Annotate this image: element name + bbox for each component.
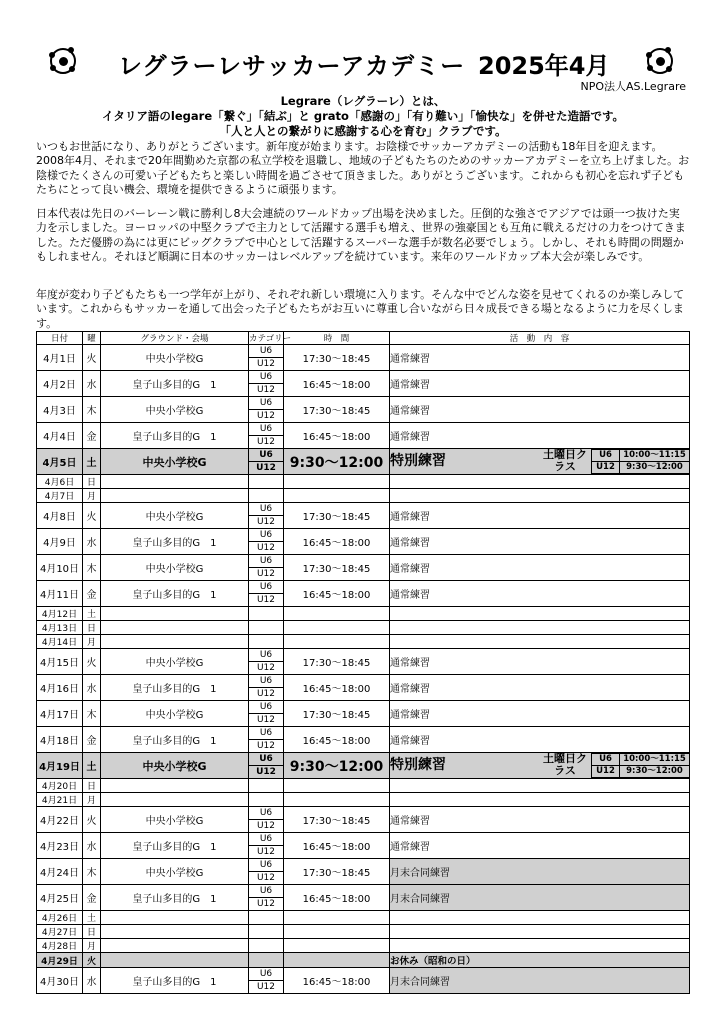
category-u12: U12 — [256, 359, 276, 369]
table-row — [37, 529, 690, 555]
saturday-class-grid — [591, 449, 689, 474]
saturday-class-box — [539, 449, 689, 474]
category-u12: U12 — [256, 663, 276, 673]
time-cell — [284, 925, 390, 939]
table-row — [37, 649, 690, 675]
category-u6: U6 — [249, 807, 283, 820]
date-cell: 4月24日 — [37, 859, 83, 885]
date-cell: 4月26日 — [37, 911, 83, 925]
date-cell: 4月19日 — [37, 753, 83, 779]
venue-cell — [101, 621, 249, 635]
date-cell: 4月15日 — [37, 649, 83, 675]
weekday-cell: 日 — [83, 475, 101, 489]
table-row — [37, 911, 690, 925]
table-header-row — [37, 332, 690, 345]
weekday-cell: 土 — [83, 911, 101, 925]
weekday-cell: 金 — [83, 423, 101, 449]
category-u12: U12 — [256, 767, 276, 777]
category-cell — [249, 371, 284, 397]
category-u6: U6 — [249, 727, 283, 740]
date-cell: 4月22日 — [37, 807, 83, 833]
venue-cell: 中央小学校G — [101, 649, 249, 675]
venue-cell: 中央小学校G — [101, 503, 249, 529]
category-cell — [249, 489, 284, 503]
venue-cell: 皇子山多目的G 1 — [101, 675, 249, 701]
news-paragraph: 日本代表は先日のバーレーン戦に勝利し8大会連続のワールドカップ出場を決めました。圧倒的な強さでアジアでは頭一つ抜けた実力を示しました。ヨーロッパの中堅クラブで主力として活躍する選手も増え、世界の強豪国とも互角に戦えるだけの力をつけてきました。ただ優勝の為には更にビッグクラブで中心として活躍するスーパーな選手が数名必要でしょう。しかし、それも時間の問題かもしれません。それほど順調に日本のサッカーはレベルアップを続けています。来年のワールドカップ本大会が楽しみです。 — [36, 207, 686, 263]
category-u12: U12 — [256, 821, 276, 831]
date-cell: 4月4日 — [37, 423, 83, 449]
date-cell: 4月20日 — [37, 779, 83, 793]
weekday-cell: 土 — [83, 753, 101, 779]
category-cell — [249, 503, 284, 529]
category-cell — [249, 635, 284, 649]
weekday-cell: 月 — [83, 635, 101, 649]
soccer-ball-icon — [647, 48, 673, 74]
weekday-cell: 月 — [83, 939, 101, 953]
time-cell: 9:30〜12:00 — [284, 753, 390, 779]
category-cell — [249, 581, 284, 607]
sat-cat: U12 — [591, 462, 619, 474]
activity-cell — [390, 475, 690, 489]
weekday-cell: 火 — [83, 807, 101, 833]
venue-cell — [101, 793, 249, 807]
category-u6: U6 — [249, 345, 283, 358]
weekday-cell: 火 — [83, 503, 101, 529]
category-u6: U6 — [249, 581, 283, 594]
category-cell — [249, 675, 284, 701]
header-time: 時 間 — [284, 332, 390, 345]
time-cell: 16:45〜18:00 — [284, 423, 390, 449]
weekday-cell: 木 — [83, 859, 101, 885]
weekday-cell: 金 — [83, 885, 101, 911]
venue-cell — [101, 939, 249, 953]
table-row — [37, 885, 690, 911]
category-u12: U12 — [256, 982, 276, 992]
table-row — [37, 607, 690, 621]
time-cell: 17:30〜18:45 — [284, 397, 390, 423]
category-u12: U12 — [256, 715, 276, 725]
time-cell: 17:30〜18:45 — [284, 701, 390, 727]
header-date: 日付 — [37, 332, 83, 345]
venue-cell: 皇子山多目的G 1 — [101, 885, 249, 911]
date-cell: 4月27日 — [37, 925, 83, 939]
activity-cell — [390, 449, 690, 475]
activity-cell: 通常練習 — [390, 423, 690, 449]
sat-time: 10:00〜11:15 — [619, 753, 689, 766]
time-cell: 17:30〜18:45 — [284, 807, 390, 833]
category-cell — [249, 925, 284, 939]
date-cell: 4月30日 — [37, 968, 83, 994]
table-row — [37, 939, 690, 953]
venue-cell: 中央小学校G — [101, 449, 249, 475]
date-cell: 4月21日 — [37, 793, 83, 807]
activity-cell — [390, 911, 690, 925]
closing-paragraph: 年度が変わり子どもたちも一つ学年が上がり、それぞれ新しい環境に入ります。そんな中でどんな姿を見せてくれるのか楽しみしています。これからもサッカーを通して出会った子どもたちがお互いに尊重し合いながら日々成長できる場となるように力を尽くします。 — [36, 288, 685, 330]
weekday-cell: 日 — [83, 621, 101, 635]
time-cell — [284, 793, 390, 807]
time-cell — [284, 475, 390, 489]
table-row — [37, 925, 690, 939]
activity-label: 特別練習 — [390, 453, 446, 469]
time-cell: 9:30〜12:00 — [284, 449, 390, 475]
table-row — [37, 475, 690, 489]
venue-cell — [101, 475, 249, 489]
date-cell: 4月16日 — [37, 675, 83, 701]
time-cell: 17:30〜18:45 — [284, 345, 390, 371]
table-row — [37, 727, 690, 753]
category-cell — [249, 529, 284, 555]
date-cell: 4月25日 — [37, 885, 83, 911]
category-cell — [249, 449, 284, 475]
category-cell — [249, 885, 284, 911]
sat-time: 10:00〜11:15 — [619, 449, 689, 462]
category-cell — [249, 345, 284, 371]
category-u12: U12 — [256, 569, 276, 579]
table-row — [37, 859, 690, 885]
category-cell — [249, 607, 284, 621]
activity-cell: 通常練習 — [390, 555, 690, 581]
activity-cell: 月末合同練習 — [390, 859, 690, 885]
activity-cell — [390, 939, 690, 953]
category-cell — [249, 621, 284, 635]
table-row — [37, 753, 690, 779]
time-cell: 16:45〜18:00 — [284, 529, 390, 555]
date-cell: 4月8日 — [37, 503, 83, 529]
venue-cell: 皇子山多目的G 1 — [101, 727, 249, 753]
time-cell: 16:45〜18:00 — [284, 727, 390, 753]
category-u12: U12 — [256, 741, 276, 751]
venue-cell — [101, 635, 249, 649]
weekday-cell: 月 — [83, 793, 101, 807]
table-row — [37, 345, 690, 371]
category-cell — [249, 968, 284, 994]
date-cell: 4月23日 — [37, 833, 83, 859]
venue-cell — [101, 953, 249, 968]
header-category: カテゴリー — [249, 332, 284, 345]
date-cell: 4月1日 — [37, 345, 83, 371]
date-cell: 4月29日 — [37, 953, 83, 968]
time-cell: 16:45〜18:00 — [284, 833, 390, 859]
venue-cell: 皇子山多目的G 1 — [101, 371, 249, 397]
activity-cell: 通常練習 — [390, 581, 690, 607]
time-cell: 17:30〜18:45 — [284, 859, 390, 885]
header-activity: 活 動 内 容 — [390, 332, 690, 345]
activity-cell: お休み（昭和の日） — [390, 953, 690, 968]
venue-cell: 中央小学校G — [101, 397, 249, 423]
category-cell — [249, 701, 284, 727]
category-u6: U6 — [249, 529, 283, 542]
activity-cell: 通常練習 — [390, 371, 690, 397]
activity-cell — [390, 779, 690, 793]
category-u12: U12 — [256, 517, 276, 527]
weekday-cell: 土 — [83, 449, 101, 475]
category-cell — [249, 779, 284, 793]
intro-block — [36, 94, 690, 139]
table-row — [37, 423, 690, 449]
weekday-cell: 水 — [83, 529, 101, 555]
weekday-cell: 水 — [83, 675, 101, 701]
category-u6: U6 — [249, 859, 283, 872]
category-cell — [249, 753, 284, 779]
category-cell — [249, 807, 284, 833]
time-cell — [284, 635, 390, 649]
activity-cell — [390, 621, 690, 635]
date-cell: 4月11日 — [37, 581, 83, 607]
time-cell: 17:30〜18:45 — [284, 649, 390, 675]
activity-cell: 月末合同練習 — [390, 885, 690, 911]
venue-cell — [101, 489, 249, 503]
venue-cell — [101, 911, 249, 925]
activity-label: 特別練習 — [390, 757, 446, 773]
schedule-table — [36, 331, 690, 994]
table-row — [37, 555, 690, 581]
weekday-cell: 日 — [83, 925, 101, 939]
time-cell: 16:45〜18:00 — [284, 675, 390, 701]
time-cell — [284, 607, 390, 621]
venue-cell: 中央小学校G — [101, 345, 249, 371]
activity-cell: 通常練習 — [390, 807, 690, 833]
category-u6: U6 — [249, 449, 283, 462]
venue-cell: 中央小学校G — [101, 701, 249, 727]
activity-cell: 通常練習 — [390, 675, 690, 701]
activity-cell: 通常練習 — [390, 345, 690, 371]
category-cell — [249, 475, 284, 489]
table-row — [37, 489, 690, 503]
table-row — [37, 793, 690, 807]
table-row — [37, 779, 690, 793]
table-row — [37, 503, 690, 529]
soccer-ball-icon — [50, 48, 76, 74]
venue-cell: 皇子山多目的G 1 — [101, 581, 249, 607]
time-cell: 16:45〜18:00 — [284, 371, 390, 397]
venue-cell — [101, 607, 249, 621]
table-row — [37, 635, 690, 649]
weekday-cell: 木 — [83, 701, 101, 727]
activity-cell — [390, 925, 690, 939]
activity-cell — [390, 635, 690, 649]
category-u6: U6 — [249, 675, 283, 688]
weekday-cell: 水 — [83, 968, 101, 994]
activity-cell: 通常練習 — [390, 503, 690, 529]
category-cell — [249, 555, 284, 581]
intro-line: Legrare（レグラーレ）とは、 — [280, 94, 446, 108]
weekday-cell: 水 — [83, 371, 101, 397]
category-u12: U12 — [256, 899, 276, 909]
weekday-cell: 月 — [83, 489, 101, 503]
page-month: 2025年4月 — [478, 52, 610, 80]
sat-cat: U6 — [591, 753, 619, 766]
category-cell — [249, 911, 284, 925]
category-cell — [249, 397, 284, 423]
category-cell — [249, 953, 284, 968]
date-cell: 4月2日 — [37, 371, 83, 397]
venue-cell — [101, 779, 249, 793]
activity-cell — [390, 793, 690, 807]
weekday-cell: 土 — [83, 607, 101, 621]
activity-cell: 通常練習 — [390, 529, 690, 555]
weekday-cell: 火 — [83, 953, 101, 968]
date-cell: 4月13日 — [37, 621, 83, 635]
date-cell: 4月10日 — [37, 555, 83, 581]
weekday-cell: 火 — [83, 649, 101, 675]
saturday-class-label: 土曜日クラス — [543, 448, 587, 473]
venue-cell: 皇子山多目的G 1 — [101, 423, 249, 449]
venue-cell: 皇子山多目的G 1 — [101, 529, 249, 555]
weekday-cell: 日 — [83, 779, 101, 793]
intro-line: 「人と人との繋がりに感謝する心を育む」クラブです。 — [219, 124, 507, 138]
category-u6: U6 — [249, 833, 283, 846]
greeting-paragraph: いつもお世話になり、ありがとうございます。新年度が始まります。お陰様でサッカーアカデミーの活動も18年目を迎えます。2008年4月、それまで20年間勤めた京都の私立学校を退職し、地域の子どもたちのためのサッカーアカデミーを立ち上げました。お陰様でたくさんの可愛い子どもたちと楽しい時間を過ごさせて頂きました。ありがとうございます。これからも初心を忘れず子どもたちにとって良い機会、環境を提供できるように頑張ります。 — [36, 140, 690, 196]
category-u12: U12 — [256, 411, 276, 421]
table-row — [37, 449, 690, 475]
time-cell — [284, 621, 390, 635]
activity-cell — [390, 753, 690, 779]
weekday-cell: 火 — [83, 345, 101, 371]
time-cell — [284, 489, 390, 503]
table-row — [37, 701, 690, 727]
date-cell: 4月28日 — [37, 939, 83, 953]
activity-cell — [390, 489, 690, 503]
date-cell: 4月9日 — [37, 529, 83, 555]
activity-cell: 月末合同練習 — [390, 968, 690, 994]
date-cell: 4月5日 — [37, 449, 83, 475]
date-cell: 4月6日 — [37, 475, 83, 489]
activity-cell — [390, 607, 690, 621]
saturday-class-label: 土曜日クラス — [543, 752, 587, 777]
weekday-cell: 金 — [83, 581, 101, 607]
saturday-class-grid — [591, 753, 689, 778]
category-u6: U6 — [249, 397, 283, 410]
table-row — [37, 807, 690, 833]
header — [0, 42, 724, 92]
category-u12: U12 — [256, 543, 276, 553]
category-u6: U6 — [249, 649, 283, 662]
category-u6: U6 — [249, 701, 283, 714]
category-u12: U12 — [256, 873, 276, 883]
category-u6: U6 — [249, 423, 283, 436]
venue-cell: 中央小学校G — [101, 555, 249, 581]
venue-cell: 中央小学校G — [101, 859, 249, 885]
category-u6: U6 — [249, 753, 283, 766]
activity-cell: 通常練習 — [390, 649, 690, 675]
date-cell: 4月18日 — [37, 727, 83, 753]
date-cell: 4月14日 — [37, 635, 83, 649]
table-row — [37, 675, 690, 701]
header-venue: グラウンド・会場 — [101, 332, 249, 345]
sat-cat: U12 — [591, 766, 619, 778]
time-cell: 16:45〜18:00 — [284, 968, 390, 994]
sat-time: 9:30〜12:00 — [619, 766, 689, 778]
table-row — [37, 953, 690, 968]
category-u12: U12 — [256, 847, 276, 857]
category-cell — [249, 939, 284, 953]
time-cell — [284, 779, 390, 793]
category-u6: U6 — [249, 968, 283, 981]
venue-cell: 中央小学校G — [101, 807, 249, 833]
category-u6: U6 — [249, 371, 283, 384]
table-row — [37, 833, 690, 859]
category-u12: U12 — [256, 595, 276, 605]
table-row — [37, 371, 690, 397]
category-u12: U12 — [256, 463, 276, 473]
category-u6: U6 — [249, 555, 283, 568]
table-row — [37, 581, 690, 607]
activity-cell: 通常練習 — [390, 727, 690, 753]
category-cell — [249, 727, 284, 753]
venue-cell — [101, 925, 249, 939]
time-cell: 17:30〜18:45 — [284, 503, 390, 529]
category-cell — [249, 833, 284, 859]
saturday-class-box — [539, 753, 689, 778]
weekday-cell: 木 — [83, 555, 101, 581]
table-row — [37, 968, 690, 994]
venue-cell: 皇子山多目的G 1 — [101, 968, 249, 994]
category-u12: U12 — [256, 437, 276, 447]
weekday-cell: 木 — [83, 397, 101, 423]
category-cell — [249, 859, 284, 885]
time-cell — [284, 953, 390, 968]
time-cell: 16:45〜18:00 — [284, 885, 390, 911]
time-cell: 16:45〜18:00 — [284, 581, 390, 607]
sat-time: 9:30〜12:00 — [619, 462, 689, 474]
category-u12: U12 — [256, 385, 276, 395]
weekday-cell: 金 — [83, 727, 101, 753]
time-cell — [284, 911, 390, 925]
category-u12: U12 — [256, 689, 276, 699]
date-cell: 4月12日 — [37, 607, 83, 621]
activity-cell: 通常練習 — [390, 397, 690, 423]
category-cell — [249, 423, 284, 449]
category-u6: U6 — [249, 503, 283, 516]
date-cell: 4月17日 — [37, 701, 83, 727]
activity-cell: 通常練習 — [390, 701, 690, 727]
weekday-cell: 水 — [83, 833, 101, 859]
date-cell: 4月3日 — [37, 397, 83, 423]
time-cell — [284, 939, 390, 953]
time-cell: 17:30〜18:45 — [284, 555, 390, 581]
venue-cell: 中央小学校G — [101, 753, 249, 779]
intro-line: イタリア語のlegare「繋ぐ」「結ぶ」と grato「感謝の」「有り難い」「愉快な」を併せた造語です。 — [101, 109, 625, 123]
table-row — [37, 397, 690, 423]
sat-cat: U6 — [591, 449, 619, 462]
page-title: レグラーレサッカーアカデミー — [118, 52, 466, 80]
activity-cell: 通常練習 — [390, 833, 690, 859]
category-cell — [249, 793, 284, 807]
date-cell: 4月7日 — [37, 489, 83, 503]
category-cell — [249, 649, 284, 675]
venue-cell: 皇子山多目的G 1 — [101, 833, 249, 859]
category-u6: U6 — [249, 885, 283, 898]
header-weekday: 曜 — [83, 332, 101, 345]
table-row — [37, 621, 690, 635]
organization-name: NPO法人AS.Legrare — [580, 80, 686, 93]
